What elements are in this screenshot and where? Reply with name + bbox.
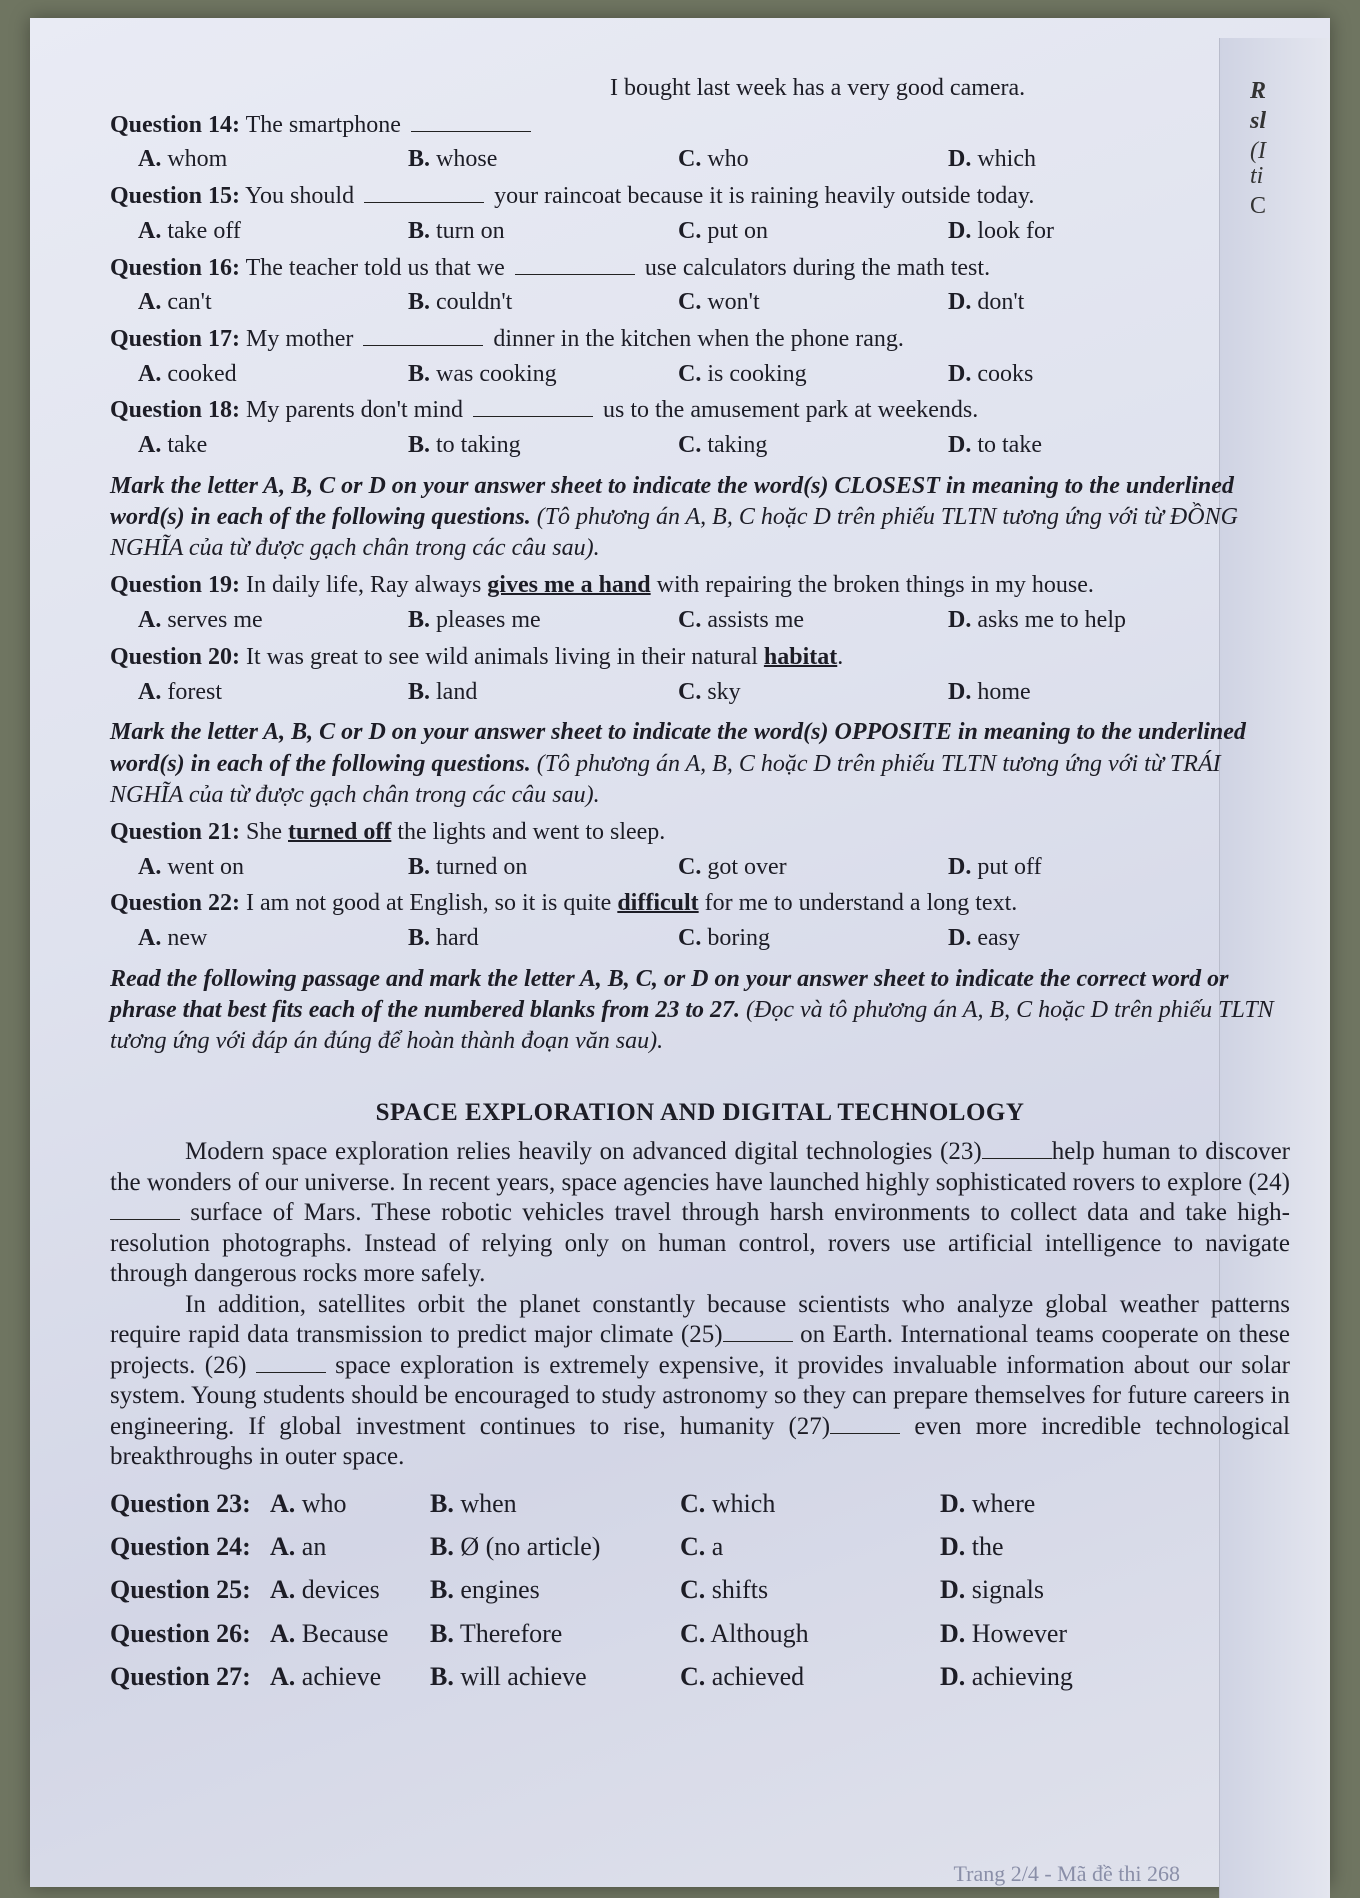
question-label: Question 19: bbox=[110, 572, 241, 599]
option-d: D. which bbox=[948, 146, 1036, 173]
option-b: B. land bbox=[408, 678, 478, 705]
blank-24 bbox=[110, 1219, 180, 1220]
option-b: B. couldn't bbox=[408, 289, 513, 316]
instruction-vietnamese: (Tô phương án A, B, C hoặc D trên phiếu TLTN tương ứng với từ TRÁI NGHĨA của từ được gạch chân trong các câu sau). bbox=[110, 750, 1221, 808]
question-label: Question 22: bbox=[110, 890, 241, 917]
instruction-synonyms bbox=[110, 471, 1290, 565]
option-b: B. whose bbox=[408, 146, 498, 173]
option-d: D. don't bbox=[948, 289, 1025, 316]
option-c: C. assists me bbox=[678, 607, 805, 634]
option-a: A. cooked bbox=[138, 360, 237, 387]
passage bbox=[110, 1137, 1290, 1473]
question-text: us to the amusement park at weekends. bbox=[603, 397, 979, 424]
option-c: C. who bbox=[678, 146, 749, 173]
passage-title: SPACE EXPLORATION AND DIGITAL TECHNOLOGY bbox=[375, 1099, 1025, 1127]
instruction-text: Read the following passage and mark the letter A, B, C, or D on your answer sheet to indicate the correct word or phrase that best fits each of the numbered blanks from 23 to 27. bbox=[110, 965, 1229, 1023]
option-a: A. take off bbox=[138, 217, 241, 244]
option-b: B. pleases me bbox=[408, 607, 541, 634]
option-c: C. put on bbox=[678, 217, 769, 244]
question-text: your raincoat because it is raining heavily outside today. bbox=[494, 183, 1035, 210]
option-b: B. turned on bbox=[408, 853, 528, 880]
answer-blank bbox=[473, 398, 593, 417]
instruction-passage bbox=[110, 964, 1290, 1058]
next-page-fragment: C bbox=[1250, 193, 1267, 219]
option-c: C. is cooking bbox=[678, 360, 807, 387]
option-d: D. easy bbox=[948, 925, 1020, 952]
question-text: with repairing the broken things in my house. bbox=[656, 572, 1094, 599]
option-a: A. take bbox=[138, 432, 208, 459]
options-row bbox=[110, 287, 1290, 318]
question-text: the lights and went to sleep. bbox=[397, 818, 666, 845]
option-d: D. put off bbox=[948, 853, 1042, 880]
question-label: Question 16: bbox=[110, 254, 241, 281]
options-row bbox=[110, 852, 1290, 883]
option-b: B. turn on bbox=[408, 217, 505, 244]
options-row bbox=[110, 144, 1290, 175]
question-text: The smartphone bbox=[245, 111, 401, 138]
options-row bbox=[110, 359, 1290, 390]
options-row bbox=[110, 605, 1290, 636]
option-b: B. was cooking bbox=[408, 360, 557, 387]
question-label: Question 17: bbox=[110, 326, 241, 353]
blank-26 bbox=[256, 1372, 326, 1373]
answer-blank bbox=[411, 113, 531, 132]
question-text: use calculators during the math test. bbox=[644, 254, 991, 281]
passage-answers bbox=[110, 1487, 1290, 1693]
question-text: My parents don't mind bbox=[246, 397, 463, 424]
option-d: D. look for bbox=[948, 217, 1054, 244]
underlined-word: gives me a hand bbox=[487, 572, 651, 599]
option-c: C. boring bbox=[678, 925, 771, 952]
paragraph-2: In addition, satellites orbit the planet constantly because scientists who analyze global weather patterns require rapid data transmission to predict major climate (25) on Earth. International teams cooperate on these projects. (26) space exploration is extremely expensive, it provides invaluable information about our solar system. Young students should be encouraged to study astronomy so they can prepare themselves for future careers in engineering. If global investment continues to rise, humanity (27) even more incredible technological breakthroughs in outer space. bbox=[110, 1290, 1291, 1471]
answer-row-24: Question 24: A. an B. Ø (no article) C. a D. the bbox=[110, 1532, 1004, 1562]
option-b: B. hard bbox=[408, 925, 479, 952]
answer-blank bbox=[364, 184, 484, 203]
option-a: A. went on bbox=[138, 853, 244, 880]
question-text: In daily life, Ray always bbox=[246, 572, 482, 599]
option-a: A. serves me bbox=[138, 607, 263, 634]
question-22 bbox=[110, 888, 1290, 919]
blank-25 bbox=[723, 1341, 793, 1342]
question-19 bbox=[110, 570, 1290, 601]
answer-blank bbox=[363, 327, 483, 346]
answer-blank bbox=[515, 256, 635, 275]
option-a: A. can't bbox=[138, 289, 212, 316]
question-text: dinner in the kitchen when the phone rang. bbox=[493, 326, 904, 353]
options-row bbox=[110, 430, 1290, 461]
question-label: Question 21: bbox=[110, 818, 241, 845]
exam-page bbox=[30, 18, 1330, 1887]
question-17 bbox=[110, 324, 1290, 355]
next-page-fragment: (I bbox=[1250, 138, 1266, 164]
page-footer: Trang 2/4 - Mã đề thi 268 bbox=[953, 1861, 1180, 1886]
answer-row-23: Question 23: A. who B. when C. which D. where bbox=[110, 1488, 1036, 1518]
option-c: C. sky bbox=[678, 678, 741, 705]
question-text: She bbox=[246, 818, 283, 845]
question-text: You should bbox=[245, 183, 355, 210]
exam-content bbox=[110, 73, 1290, 1703]
instruction-antonyms bbox=[110, 717, 1290, 811]
answer-row-26: Question 26: A. Because B. Therefore C. Although D. However bbox=[110, 1618, 1068, 1648]
option-d: D. cooks bbox=[948, 360, 1034, 387]
option-c: C. taking bbox=[678, 432, 768, 459]
option-c: C. won't bbox=[678, 289, 760, 316]
question-label: Question 15: bbox=[110, 183, 241, 210]
question-15 bbox=[110, 181, 1290, 212]
option-c: C. got over bbox=[678, 853, 787, 880]
option-a: A. forest bbox=[138, 678, 222, 705]
question-text: . bbox=[837, 643, 844, 670]
instruction-text: Mark the letter A, B, C or D on your answer sheet to indicate the word(s) CLOSEST in meaning to the underlined word(s) in each of the following questions. bbox=[110, 472, 1234, 531]
option-d: D. home bbox=[948, 678, 1031, 705]
options-row bbox=[110, 216, 1290, 247]
underlined-word: habitat bbox=[763, 643, 838, 670]
blank-23 bbox=[982, 1158, 1052, 1159]
option-d: D. asks me to help bbox=[948, 607, 1126, 634]
question-label: Question 14: bbox=[110, 111, 241, 138]
paragraph-1: Modern space exploration relies heavily on advanced digital technologies (23) help human to discover the wonders of our universe. In recent years, space agencies have launched highly sophisticated rovers to explore (24) surface of Mars. These robotic vehicles travel through harsh environments to collect data and take high-resolution photographs. Instead of relying only on human control, rovers use artificial intelligence to navigate through dangerous rocks more safely. bbox=[110, 1138, 1291, 1288]
question-text: I am not good at English, so it is quite bbox=[246, 890, 612, 917]
blank-27 bbox=[830, 1433, 900, 1434]
underlined-word: turned off bbox=[288, 818, 392, 845]
underlined-word: difficult bbox=[617, 890, 699, 917]
option-b: B. to taking bbox=[408, 432, 521, 459]
options-row bbox=[110, 923, 1290, 954]
question-text: It was great to see wild animals living in their natural bbox=[246, 643, 758, 670]
option-d: D. to take bbox=[948, 432, 1042, 459]
question-13-tail: I bought last week has a very good camera. bbox=[610, 75, 1026, 101]
question-21 bbox=[110, 817, 1290, 848]
answer-row-25: Question 25: A. devices B. engines C. shifts D. signals bbox=[110, 1575, 1045, 1605]
question-20 bbox=[110, 642, 1290, 673]
question-text: for me to understand a long text. bbox=[704, 890, 1018, 917]
instruction-vietnamese: (Tô phương án A, B, C hoặc D trên phiếu TLTN tương ứng với từ ĐỒNG NGHĨA của từ được gạch chân trong các câu sau). bbox=[110, 504, 1238, 562]
instruction-text: Mark the letter A, B, C or D on your answer sheet to indicate the word(s) OPPOSITE in meaning to the underlined word(s) in each of the following questions. bbox=[110, 719, 1246, 777]
next-page-fragment: sl bbox=[1250, 108, 1267, 134]
options-row bbox=[110, 677, 1290, 708]
question-text: My mother bbox=[246, 326, 354, 353]
question-14 bbox=[110, 110, 1290, 141]
next-page-fragment: R bbox=[1250, 78, 1267, 104]
option-a: A. whom bbox=[138, 146, 228, 173]
instruction-vietnamese: (Đọc và tô phương án A, B, C hoặc D trên phiếu TLTN tương ứng với đáp án đúng để hoàn thành đoạn văn sau). bbox=[110, 996, 1274, 1055]
question-16 bbox=[110, 253, 1290, 284]
question-label: Question 18: bbox=[110, 397, 241, 424]
option-a: A. new bbox=[138, 925, 208, 952]
next-page-fragment: ti bbox=[1250, 163, 1264, 189]
question-text: The teacher told us that we bbox=[245, 254, 505, 281]
answer-row-27: Question 27: A. achieve B. will achieve C. achieved D. achieving bbox=[110, 1661, 1073, 1691]
question-18 bbox=[110, 395, 1290, 426]
question-label: Question 20: bbox=[110, 643, 241, 670]
